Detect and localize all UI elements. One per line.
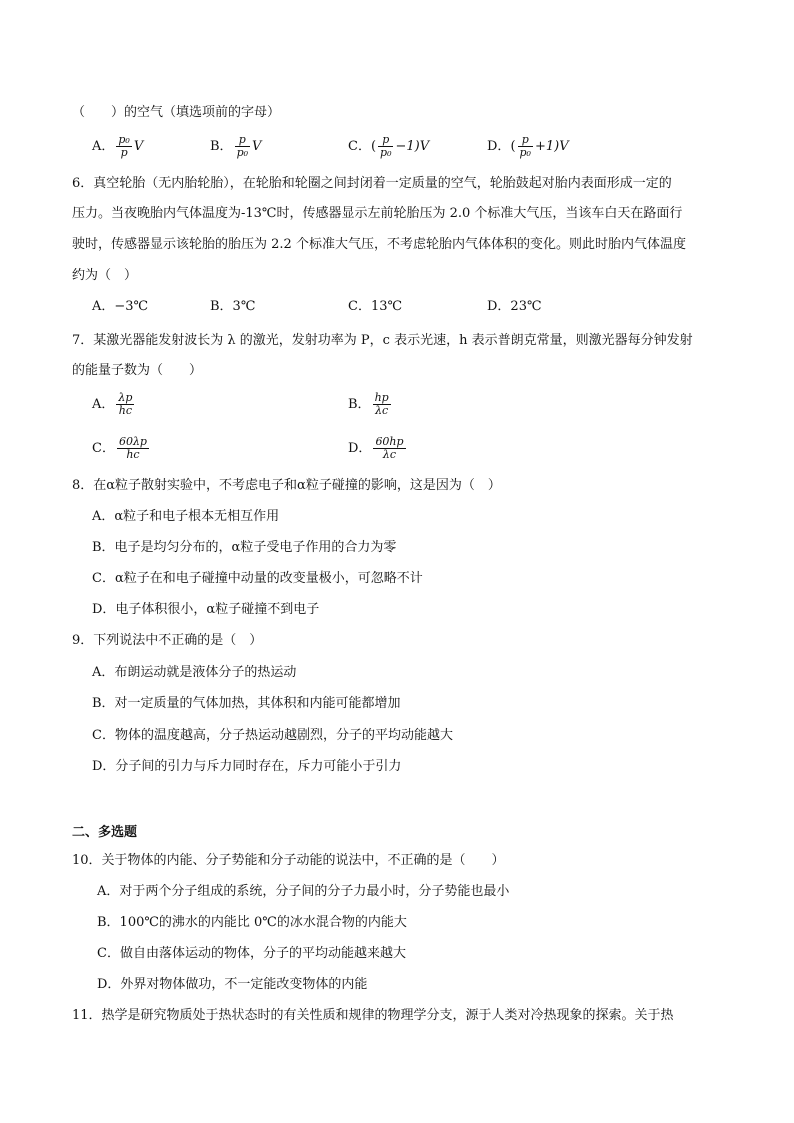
q9-option-a: A．布朗运动就是液体分子的热运动 [92,665,297,680]
q7-option-c: C． $\frac{60\lambda p}{hc}$ [92,435,147,461]
q6-line-1: 6．真空轮胎（无内胎轮胎），在轮胎和轮圈之间封闭着一定质量的空气，轮胎鼓起对胎内表面形成一定的 [72,176,672,191]
q5-option-c: C．( $\frac{p}{\text{p₀}}$ −1)V [348,133,430,159]
section-heading: 二、多选题 [72,825,138,840]
q10-stem: 10．关于物体的内能、分子势能和分子动能的说法中，不正确的是（ ） [72,853,505,868]
q5-option-a: A． $\frac{\text{p₀}}{p}$ V [92,133,144,159]
q10-option-b: B．100℃的沸水的内能比 0℃的冰水混合物的内能大 [97,915,407,930]
q6-option-a: A．−3℃ [92,299,149,314]
q8-option-c: C．α粒子在和电子碰撞中动量的改变量极小，可忽略不计 [92,571,423,586]
q9-option-c: C．物体的温度越高，分子热运动越剧烈，分子的平均动能越大 [92,728,453,743]
q6-option-d: D．23℃ [487,299,542,314]
q5-option-d: D．( $\frac{p}{\text{p₀}}$ +1)V [487,133,569,159]
q6-line-2: 压力。当夜晚胎内气体温度为-13℃时，传感器显示左前轮胎压为 2.0 个标准大气压，当该车白天在路面行 [72,206,683,221]
q10-option-d: D．外界对物体做功，不一定能改变物体的内能 [97,977,368,992]
q8-option-d: D．电子体积很小，α粒子碰撞不到电子 [92,602,320,617]
q7-line-2: 的能量子数为（ ） [72,363,203,378]
q7-line-1: 7．某激光器能发射波长为 λ 的激光，发射功率为 P，c 表示光速，h 表示普朗克常量，则激光器每分钟发射 [72,333,693,348]
q6-line-3: 驶时，传感器显示该轮胎的胎压为 2.2 个标准大气压，不考虑轮胎内气体体积的变化。则此时胎内气体温度 [72,237,686,252]
q5-tail: （ ）的空气（填选项前的字母） [72,105,281,120]
q7-option-d: D． $\frac{60hp}{\lambda c}$ [348,435,404,461]
q10-option-c: C．做自由落体运动的物体，分子的平均动能越来越大 [97,946,406,961]
q5-option-b: B． $\frac{p}{\text{p₀}}$ V [210,133,262,159]
q6-option-c: C．13℃ [348,299,403,314]
q11-line-1: 11．热学是研究物质处于热状态时的有关性质和规律的物理学分支，源于人类对冷热现象的探索。关于热 [72,1008,674,1023]
q7-option-a: A． $\frac{\lambda p}{hc}$ [92,391,133,417]
q9-option-b: B．对一定质量的气体加热，其体积和内能可能都增加 [92,696,401,711]
q8-stem: 8．在α粒子散射实验中，不考虑电子和α粒子碰撞的影响，这是因为（ ） [72,478,501,493]
q8-option-b: B．电子是均匀分布的，α粒子受电子作用的合力为零 [92,540,397,555]
q6-line-4: 约为（ ） [72,268,138,283]
q9-option-d: D．分子间的引力与斥力同时存在，斥力可能小于引力 [92,759,402,774]
q8-option-a: A．α粒子和电子根本无相互作用 [92,509,280,524]
q7-option-b: B． $\frac{hp}{\lambda c}$ [348,391,389,417]
q6-option-b: B．3℃ [210,299,256,314]
q9-stem: 9．下列说法中不正确的是（ ） [72,633,263,648]
q10-option-a: A．对于两个分子组成的系统，分子间的分子力最小时，分子势能也最小 [97,884,510,899]
